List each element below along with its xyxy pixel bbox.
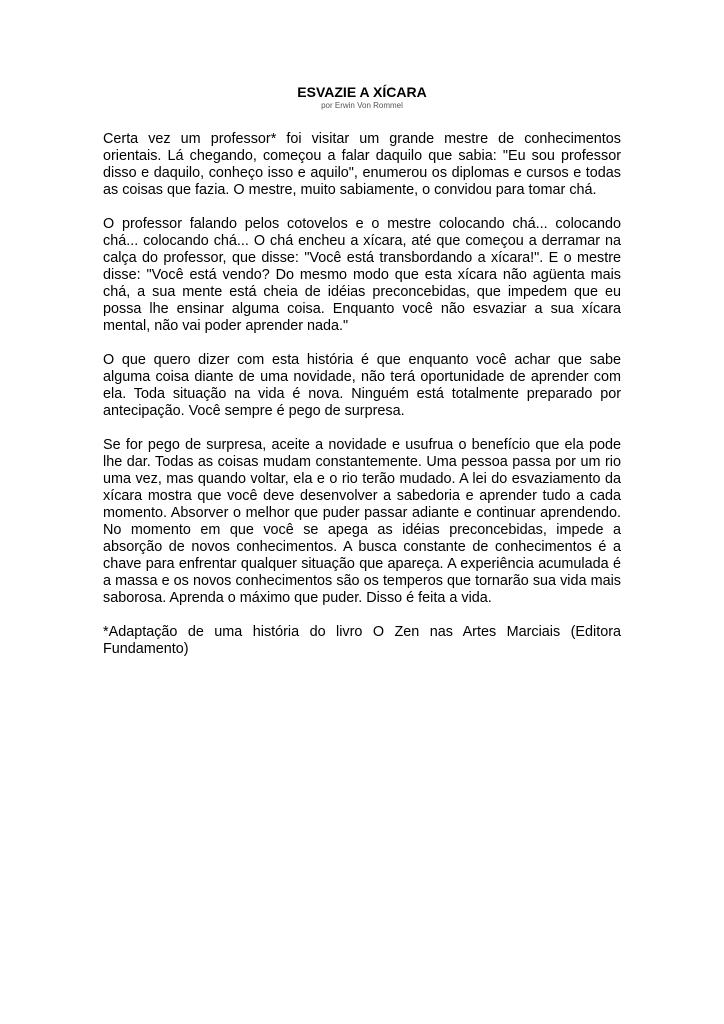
paragraph-1: Certa vez um professor* foi visitar um grande mestre de conhecimentos orientais. Lá chegando, começou a falar daquilo que sabia: "Eu sou professor disso e daquilo, conheço isso e aquilo", enumerou os diplomas e cursos e todas as coisas que fazia. O mestre, muito sabiamente, o convidou para tomar chá.: [103, 131, 621, 198]
paragraph-2: O professor falando pelos cotovelos e o mestre colocando chá... colocando chá... colocando chá... O chá encheu a xícara, até que começou a derramar na calça do professor, que disse: "Você está transbordando a xícara!". E o mestre disse: "Você está vendo? Do mesmo modo que esta xícara não agüenta mais chá, a sua mente está cheia de idéias preconcebidas, que impedem que eu possa lhe ensinar alguma coisa. Enquanto você não esvaziar a sua xícara mental, não vai poder aprender nada.": [103, 216, 621, 334]
paragraph-3: O que quero dizer com esta história é que enquanto você achar que sabe alguma coisa diante de uma novidade, não terá oportunidade de aprender com ela. Toda situação na vida é nova. Ninguém está totalmente preparado por antecipação. Você sempre é pego de surpresa.: [103, 352, 621, 419]
document-page: [103, 84, 621, 675]
paragraph-4: Se for pego de surpresa, aceite a novidade e usufrua o benefício que ela pode lhe dar. Todas as coisas mudam constantemente. Uma pessoa passa por um rio uma vez, mas quando voltar, ela e o rio terão mudado. A lei do esvaziamento da xícara mostra que você deve desenvolver a sabedoria e aprender tudo a cada momento. Absorver o melhor que puder passar adiante e continuar aprendendo. No momento em que você se apega as idéias preconcebidas, impede a absorção de novos conhecimentos. A busca constante de conhecimentos é a chave para enfrentar qualquer situação que apareça. A experiência acumulada é a massa e os novos conhecimentos são os temperos que tornarão sua vida mais saborosa. Aprenda o máximo que puder. Disso é feita a vida.: [103, 437, 621, 606]
footnote: *Adaptação de uma história do livro O Zen nas Artes Marciais (Editora Fundamento): [103, 624, 621, 657]
document-author: por Erwin Von Rommel: [321, 101, 403, 110]
document-title: ESVAZIE A XÍCARA: [297, 84, 427, 100]
